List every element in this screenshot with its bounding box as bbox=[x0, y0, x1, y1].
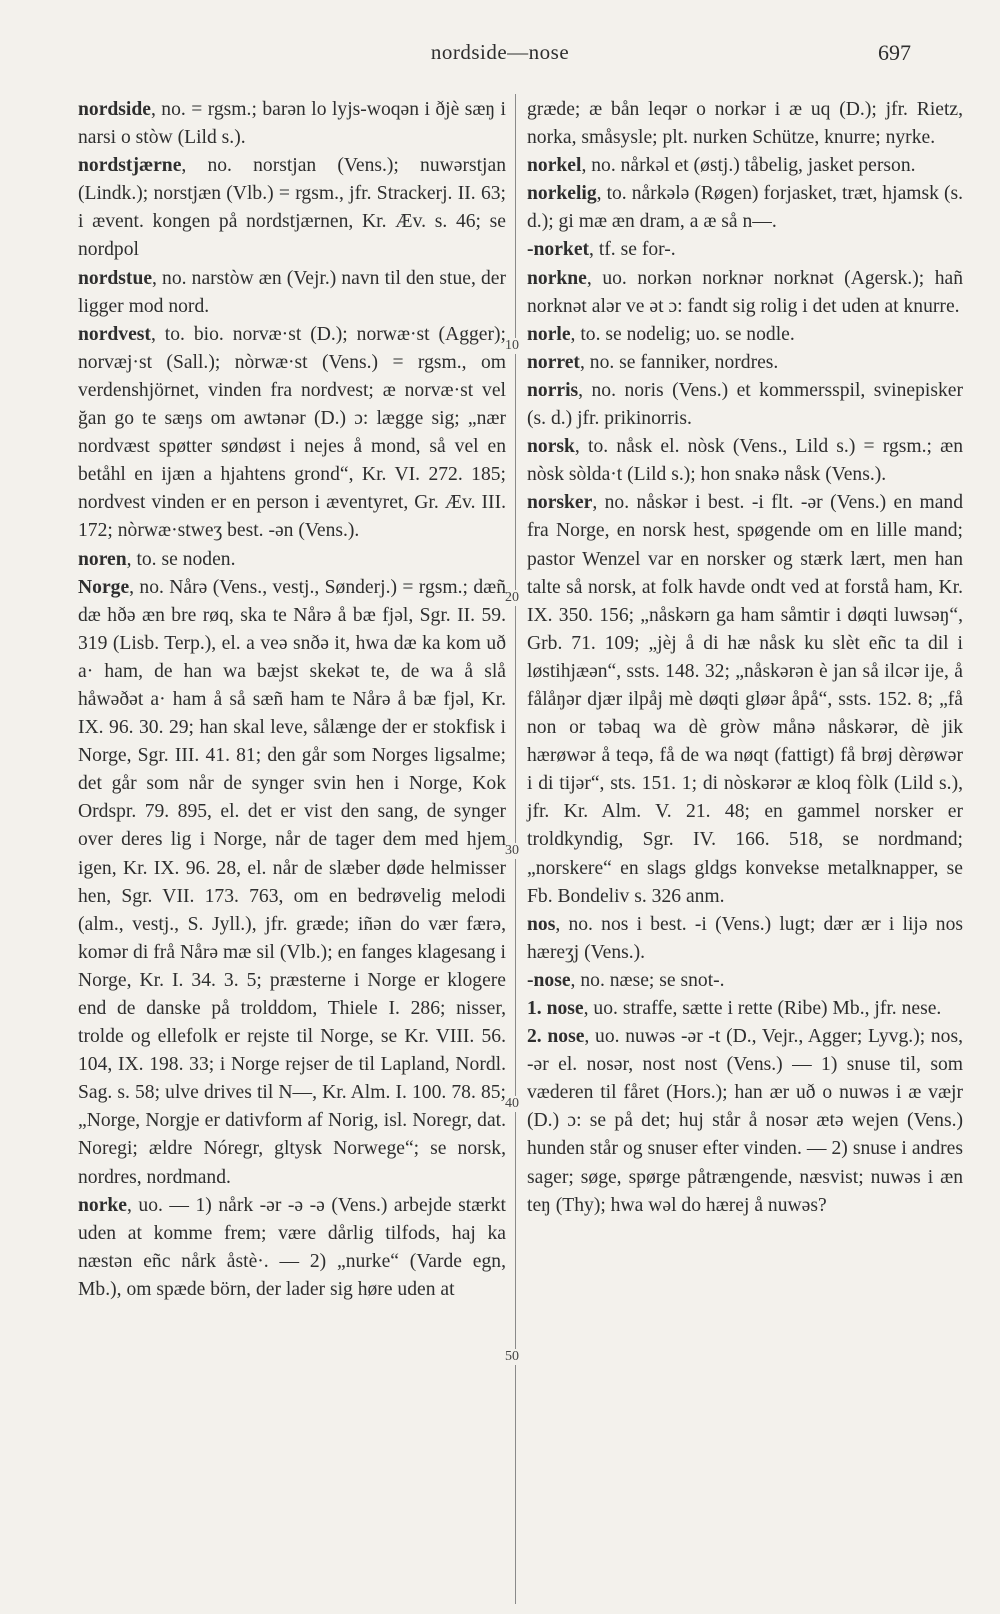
headword: -nose bbox=[527, 969, 571, 991]
entry-text: , no. norstjan (Vens.); nuwərstjan (Lindk.); norstjæn (Vlb.) = rgsm., jfr. Strackerj. II. 63; i ævent. kongen på nordstjærnen, Kr. Æv. s. 46; se nordpol bbox=[78, 155, 506, 261]
headword: nordvest bbox=[78, 323, 151, 345]
headword: norle bbox=[527, 323, 571, 345]
headword: noren bbox=[78, 548, 127, 570]
headword: -norket bbox=[527, 239, 590, 261]
dictionary-entry bbox=[527, 152, 963, 180]
headword: 2. nose bbox=[527, 1026, 585, 1048]
dictionary-entry bbox=[527, 489, 963, 910]
dictionary-entry bbox=[78, 574, 506, 1192]
headword: nordstue bbox=[78, 267, 153, 289]
entry-text: græde; æ bån leqər o norkər i æ uq (D.); jfr. Rietz, norka, småsysle; plt. nurken Schütze, knurre; nyrke. bbox=[527, 99, 963, 149]
right-column bbox=[527, 96, 963, 1220]
entry-text: , to. se nodelig; uo. se nodle. bbox=[570, 323, 795, 345]
headword: norsk bbox=[527, 436, 575, 458]
line-number: 30 bbox=[505, 843, 519, 858]
dictionary-entry bbox=[527, 265, 963, 321]
dictionary-entry bbox=[527, 911, 963, 967]
dictionary-entry bbox=[527, 96, 963, 152]
dictionary-entry bbox=[527, 321, 963, 349]
entry-text: , no. nos i best. -i (Vens.) lugt; dær ær i lijə nos hæreʒj (Vens.). bbox=[527, 913, 963, 963]
headword: Norge bbox=[78, 576, 130, 598]
entry-text: , to. bio. norvæ·st (D.); norwæ·st (Agger); norvæj·st (Sall.); nòrwæ·st (Vens.) = rgsm., om verdenshjörnet, vinden fra nordvest; æ norvæ·st vel ğan go te sæŋs om awtənər (D.) ɔ: lægge sig; „nær nordvæst spøtter søndøst i nejes å mond, så vel en betåhl en ijæn a hjahtens grond“, Kr. VI. 272. 185; nordvest vinden er en person i æventyret, Gr. Æv. III. 172; nòrwæ·stweʒ best. -ən (Vens.). bbox=[78, 323, 506, 542]
dictionary-entry bbox=[527, 236, 963, 264]
entry-text: , uo. nuwəs -ər -t (D., Vejr., Agger; Lyvg.); nos, -ər el. nosər, nost nost (Vens.) — 1) snuse til, som væderen til fåret (Hors.); han ær uð o nuwəs i æ væjr (D.) ɔ: se på det; huj står å nosər ætə wejen (Vens.) hunden står og snuser efter vinden. — 2) snuse i andres sager; søge, spørge påtrængende, næsvist; nuwəs i æn teŋ (Thy); hwa wəl do hærej å nuwəs? bbox=[527, 1026, 963, 1216]
entry-text: , no. Nårə (Vens., vestj., Sønderj.) = rgsm.; dæñ dæ hðə æn bre røq, ska te Nårə å bæ fjəl, Sgr. II. 59. 319 (Lisb. Terp.), el. a veə snðə it, hwa dæ ka kom uð a· ham, de han wa bæjst skekət te, de wa å slå håwəðət a· ham å så sæñ ham te Nårə å bæ fjəl, Kr. IX. 96. 30. 29; han skal leve, sålænge der er stokfisk i Norge, Sgr. III. 41. 81; den går som Norges ligsalme; det går som når de synger svin hen i Norge, Kok Ordspr. 79. 895, el. det er vist den sang, de synger over deres lig i Norge, når de tager dem med hjem igen, Kr. IX. 96. 28, el. når de slæber døde helmisser hen, Sgr. VII. 173. 763, om en bedrøvelig melodi (alm., vestj., S. Jyll.), jfr. græde; iñən do vær færə, komər di frå Nårə mæ sil (Vlb.); en fanges klagesang i Norge, Kr. I. 34. 3. 5; præsterne i Norge er klogere end de danske på trolddom, Thiele I. 286; nisser, trolde og ellefolk er rejste til Norge, se Kr. VIII. 56. 104, IX. 198. 33; i Norge rejser de til Lapland, Nordl. Sag. s. 58; ulve drives til N—, Kr. Alm. I. 100. 78. 85; „Norge, Norgje er dativform af Norig, isl. Noregr, dat. Noregi; ældre Nóregr, gltysk Norwege“; se norsk, nordres, nordmand. bbox=[78, 576, 506, 1188]
entry-text: , tf. se for-. bbox=[589, 239, 676, 261]
entry-text: , uo. — 1) nårk -ər -ə -ə (Vens.) arbejde stærkt uden at komme frem; være dårlig tilfods, haj ka næstən eñc nårk åstè·. — 2) „nurke“ (Varde egn, Mb.), om spæde börn, der lader sig høre uden at bbox=[78, 1194, 506, 1300]
headword: 1. nose bbox=[527, 998, 584, 1019]
headword: norris bbox=[527, 379, 579, 401]
entry-text: , uo. straffe, sætte i rette (Ribe) Mb., jfr. nese. bbox=[583, 998, 942, 1019]
entry-text: , to. nåsk el. nòsk (Vens., Lild s.) = rgsm.; æn nòsk sòlda·t (Lild s.); hon snakə nåsk (Vens.). bbox=[527, 436, 963, 486]
dictionary-entry bbox=[527, 433, 963, 489]
headword: norsker bbox=[527, 492, 593, 514]
headword: nordside bbox=[78, 99, 151, 120]
line-number: 20 bbox=[505, 590, 519, 605]
entry-text: , no. noris (Vens.) et kommersspil, svinepisker (s. d.) jfr. prikinorris. bbox=[527, 379, 963, 430]
running-title: nordside—nose bbox=[430, 40, 570, 64]
dictionary-entry bbox=[527, 1023, 963, 1220]
line-number: 40 bbox=[505, 1096, 519, 1111]
headword: norke bbox=[78, 1194, 127, 1216]
dictionary-entry bbox=[78, 1192, 506, 1304]
dictionary-entry bbox=[78, 152, 506, 264]
entry-text: , no. næse; se snot-. bbox=[570, 969, 725, 991]
dictionary-entry bbox=[527, 180, 963, 236]
dictionary-entry bbox=[78, 321, 506, 546]
dictionary-entry bbox=[527, 349, 963, 377]
headword: nos bbox=[527, 913, 556, 935]
line-number: 10 bbox=[505, 338, 519, 353]
dictionary-entry bbox=[78, 546, 506, 574]
dictionary-entry bbox=[78, 96, 506, 152]
headword: norret bbox=[527, 351, 580, 373]
headword: norkne bbox=[527, 267, 587, 289]
left-column bbox=[78, 96, 506, 1304]
entry-text: , no. nåskər i best. -i flt. -ər (Vens.) en mand fra Norge, en norsk hest, spøgende om en lille mand; pastor Wenzel var en norsker og stærk lært, men han talte så norsk, at folk havde ondt ved at forstå ham, Kr. IX. 350. 156; „nåskərn ga ham såmtir i døqti luwsəŋ“, Grb. 71. 109; „jèj å di hæ nåsk ku slèt eñc ta dil i løstihjæən“, ssts. 148. 32; „nåskərən è jan så ilcər ije, å fålåŋər djær ilpåj mè døqti gløər åpå“, ssts. 152. 8; „få non or təbaq wa dè gròw månə nåskərər, dè jik hærøwər å teqə, få de wa nøqt (fattigt) få brøj dèrøwər i di tijər“, sts. 151. 1; di nòskərər æ kloq fòlk (Lild s.), jfr. Kr. Alm. V. 21. 48; en gammel norsker er troldkyndig, Sgr. IV. 166. 518, se nordmand; „norskere“ en slags gldgs konvekse metalknapper, se Fb. Bondeliv s. 326 anm. bbox=[527, 492, 963, 907]
dictionary-entry bbox=[527, 995, 963, 1023]
dictionary-entry bbox=[527, 967, 963, 995]
headword: nordstjærne bbox=[78, 155, 182, 177]
dictionary-entry bbox=[78, 265, 506, 321]
headword: norkelig bbox=[527, 183, 597, 205]
entry-text: , uo. norkən norknər norknət (Agersk.); hañ norknət alər ve ət ɔ: fandt sig rolig i det uden at knurre. bbox=[527, 267, 963, 317]
entry-text: , no. se fanniker, nordres. bbox=[579, 351, 779, 373]
line-number: 50 bbox=[505, 1349, 519, 1364]
page-number: 697 bbox=[878, 40, 911, 65]
entry-text: , no. nårkəl et (østj.) tåbelig, jasket person. bbox=[581, 155, 916, 177]
entry-text: , no. narstòw æn (Vejr.) navn til den stue, der ligger mod nord. bbox=[78, 267, 506, 317]
entry-text: , to. se noden. bbox=[126, 548, 236, 570]
headword: norkel bbox=[527, 155, 582, 177]
entry-text: , no. = rgsm.; barən lo lyjs-woqən i ðjè sæŋ i narsi o stòw (Lild s.). bbox=[78, 99, 506, 149]
dictionary-entry bbox=[527, 377, 963, 433]
entry-text: , to. nårkələ (Røgen) forjasket, træt, hjamsk (s. d.); gi mæ æn dram, a æ så n—. bbox=[527, 183, 963, 233]
